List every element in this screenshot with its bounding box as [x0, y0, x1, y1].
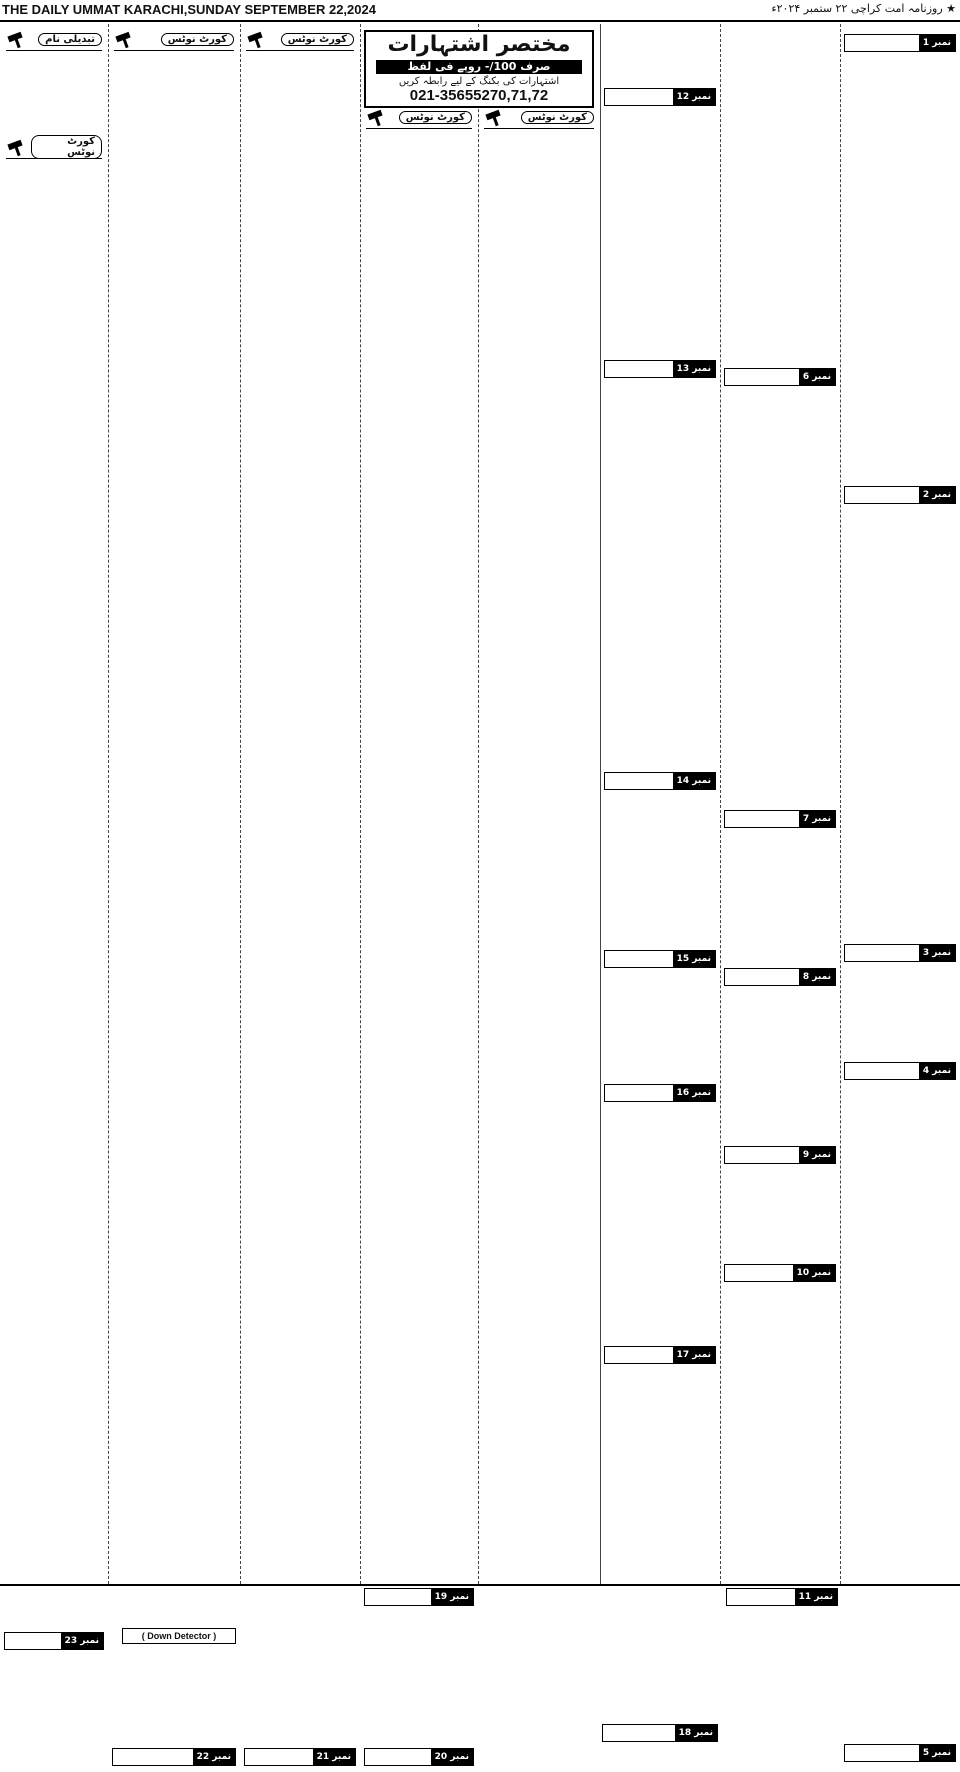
section-header: نمبر 8 — [724, 968, 836, 986]
column-1 — [2, 24, 106, 1582]
news-text — [842, 54, 958, 484]
notice-text — [480, 132, 598, 1582]
banner-title: مختصر اشتہارات — [387, 32, 571, 57]
section-header: نمبر 19 — [364, 1588, 474, 1606]
court-notice-header: کورٹ نوٹس — [114, 28, 234, 51]
bottom-story — [2, 1588, 106, 1768]
notice-text — [110, 54, 238, 1582]
section-header: نمبر 23 — [4, 1632, 104, 1650]
news-text — [722, 24, 838, 366]
court-notice-header: کورٹ نوٹس — [246, 28, 354, 51]
name-change-header: تبدیلی نام — [6, 28, 102, 51]
news-text — [110, 1646, 238, 1742]
section-header: نمبر 14 — [604, 772, 716, 790]
news-text — [602, 1104, 718, 1344]
news-text — [722, 1166, 838, 1262]
news-text — [602, 380, 718, 770]
section-header: نمبر 17 — [604, 1346, 716, 1364]
news-text — [602, 1366, 718, 1582]
column-5 — [480, 24, 598, 1582]
section-header: نمبر 11 — [726, 1588, 838, 1606]
section-header: نمبر 22 — [112, 1748, 236, 1766]
english-masthead: THE DAILY UMMAT KARACHI,SUNDAY SEPTEMBER 22,2024 — [2, 2, 376, 17]
column-2 — [110, 24, 238, 1582]
news-text — [842, 964, 958, 1060]
column-7 — [722, 24, 838, 1582]
news-text — [722, 388, 838, 808]
news-text — [842, 506, 958, 942]
news-text — [480, 1588, 598, 1768]
column-rule — [360, 24, 361, 1584]
notice-text — [362, 132, 476, 1582]
news-text — [110, 1588, 238, 1626]
notice-text — [2, 162, 106, 1582]
bottom-story — [242, 1588, 358, 1768]
urdu-masthead: ★ روزنامہ امت کراچی ۲۲ ستمبر ۲۰۲۴ء — [771, 2, 956, 15]
news-text — [842, 1082, 958, 1582]
gavel-icon — [246, 32, 272, 46]
court-notice-header: کورٹ نوٹس — [6, 136, 102, 159]
court-notice-header: کورٹ نوٹس — [366, 106, 472, 129]
section-header: نمبر 13 — [604, 360, 716, 378]
column-rule — [240, 24, 241, 1584]
section-header: نمبر 15 — [604, 950, 716, 968]
bottom-story — [110, 1588, 238, 1768]
bottom-story — [480, 1588, 720, 1768]
banner-phone: 021-35655270,71,72 — [409, 87, 549, 104]
section-header: نمبر 5 — [844, 1744, 956, 1762]
column-4 — [362, 24, 476, 1582]
section-header: نمبر 9 — [724, 1146, 836, 1164]
column-8 — [842, 24, 958, 1582]
notice-text — [2, 54, 106, 134]
bottom-story — [722, 1588, 958, 1768]
news-text — [2, 1652, 106, 1768]
banner-rate: صرف 100/- روپے فی لفظ — [376, 60, 582, 74]
news-text — [722, 1284, 838, 1582]
banner-booking: اشتہارات کی بکنگ کے لیے رابطہ کریں — [398, 76, 560, 87]
news-text — [600, 1588, 720, 1724]
down-detector-label: ( Down Detector ) — [122, 1628, 236, 1644]
news-text — [242, 1588, 358, 1744]
section-header: نمبر 1 — [844, 34, 956, 52]
section-header: نمبر 16 — [604, 1084, 716, 1102]
news-text — [602, 24, 718, 86]
court-notice-header: کورٹ نوٹس — [484, 106, 594, 129]
column-rule — [840, 24, 841, 1584]
news-text — [722, 1608, 838, 1768]
section-header: نمبر 20 — [364, 1748, 474, 1766]
section-header: نمبر 12 — [604, 88, 716, 106]
section-header: نمبر 4 — [844, 1062, 956, 1080]
section-header: نمبر 7 — [724, 810, 836, 828]
news-text — [362, 1608, 476, 1744]
news-text — [602, 108, 718, 358]
news-text — [602, 792, 718, 948]
section-header: نمبر 6 — [724, 368, 836, 386]
notice-text — [242, 54, 358, 1582]
news-text — [842, 1588, 958, 1738]
news-text — [2, 1588, 106, 1630]
column-rule — [108, 24, 109, 1584]
masthead — [0, 0, 960, 22]
column-rule — [600, 24, 601, 1584]
column-rule — [478, 24, 479, 1584]
section-header: نمبر 10 — [724, 1264, 836, 1282]
news-text — [602, 970, 718, 1082]
pen-icon — [6, 32, 32, 46]
section-header: نمبر 18 — [602, 1724, 718, 1742]
section-header: نمبر 3 — [844, 944, 956, 962]
gavel-icon — [366, 110, 392, 124]
gavel-icon — [484, 110, 510, 124]
gavel-icon — [6, 140, 31, 154]
bottom-story — [362, 1588, 476, 1768]
section-header: نمبر 2 — [844, 486, 956, 504]
column-3 — [242, 24, 358, 1582]
news-text — [722, 988, 838, 1144]
column-6 — [602, 24, 718, 1582]
gavel-icon — [114, 32, 140, 46]
section-header: نمبر 21 — [244, 1748, 356, 1766]
news-text — [722, 830, 838, 966]
column-rule — [720, 24, 721, 1584]
